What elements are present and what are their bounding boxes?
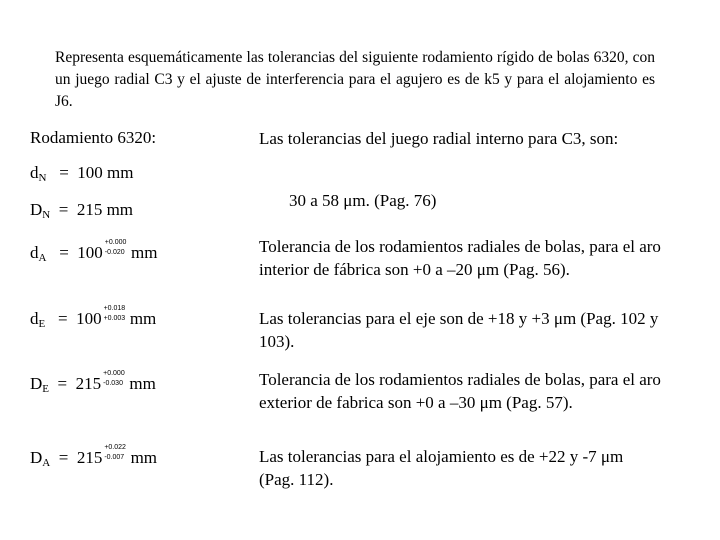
DE-upper: +0.000 [103, 370, 125, 377]
dE-line [30, 305, 157, 334]
dA-sub: A [38, 252, 47, 264]
dA-unit: mm [131, 243, 158, 262]
DA-base: 215 [76, 448, 103, 467]
DA-upper: +0.022 [104, 444, 126, 451]
dE-unit: mm [129, 309, 157, 328]
dE-lower: +0.003 [103, 315, 126, 322]
dE-upper: +0.018 [103, 305, 126, 312]
c3-title: Las tolerancias del juego radial interno para C3, son: [259, 129, 619, 148]
dE-sub: E [38, 318, 46, 330]
shaft-tolerance: Las tolerancias para el eje son de +18 y +3 μm (Pag. 102 y 103). [259, 309, 659, 351]
dE-symbol: d [30, 309, 39, 328]
DA-tolerance [102, 444, 126, 464]
DN-line [30, 200, 133, 225]
DN-symbol: D [30, 200, 43, 219]
dA-lower: -0.020 [104, 249, 125, 256]
DE-tolerance [101, 370, 125, 390]
DE-line [30, 370, 156, 399]
DE-sub: E [42, 383, 50, 395]
c3-value: 30 a 58 μm. (Pag. 76) [289, 191, 437, 210]
outer-ring-tolerance: Tolerancia de los rodamientos radiales de bolas, para el aro exterior de fabrica son +0 a –30 μm (Pag. 57). [259, 370, 661, 412]
DA-symbol: D [30, 448, 43, 467]
dA-line [30, 239, 158, 268]
DN-value: 215 mm [76, 200, 134, 219]
problem-statement: Representa esquemáticamente las tolerancias del siguiente rodamiento rígido de bolas 6320, con un juego radial C3 y el ajuste de interferencia para el agujero es de k5 y para el alojamiento es J6. [55, 49, 655, 110]
DE-eq: = [57, 374, 68, 393]
dA-base: 100 [77, 243, 103, 262]
dA-symbol: d [30, 243, 39, 262]
dN-line [30, 163, 134, 188]
DA-unit: mm [130, 448, 158, 467]
DE-base: 215 [75, 374, 102, 393]
dE-base: 100 [76, 309, 102, 328]
dN-symbol: d [30, 163, 39, 182]
DN-eq: = [58, 200, 69, 219]
dA-eq: = [59, 243, 69, 262]
dE-eq: = [57, 309, 68, 328]
DA-sub: A [42, 457, 51, 469]
dE-tolerance [102, 305, 126, 325]
DE-symbol: D [30, 374, 43, 393]
DA-line [30, 444, 158, 473]
dN-eq: = [59, 163, 69, 182]
DN-sub: N [42, 209, 51, 221]
bearing-title: Rodamiento 6320: [30, 128, 157, 147]
DE-lower: -0.030 [103, 380, 123, 387]
dA-tolerance [103, 239, 127, 259]
inner-ring-tolerance: Tolerancia de los rodamientos radiales de bolas, para el aro interior de fábrica son +0 a –20 μm (Pag. 56). [259, 237, 661, 279]
dN-value: 100 mm [77, 163, 134, 182]
dN-sub: N [38, 172, 47, 184]
DE-unit: mm [129, 374, 156, 393]
dA-upper: +0.000 [104, 239, 127, 246]
housing-tolerance: Las tolerancias para el alojamiento es de +22 y -7 μm (Pag. 112). [259, 447, 624, 489]
DA-eq: = [58, 448, 69, 467]
DA-lower: -0.007 [104, 454, 125, 461]
